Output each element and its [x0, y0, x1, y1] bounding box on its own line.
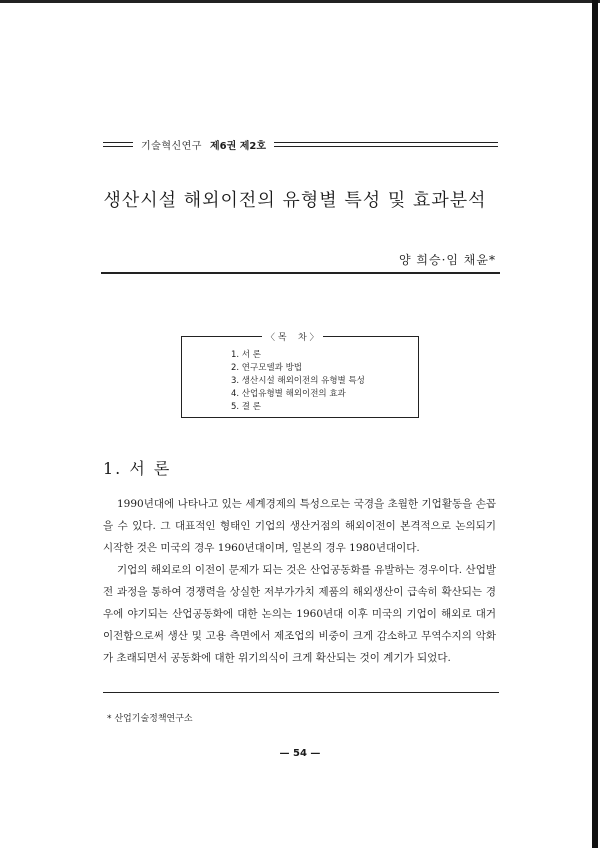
- toc-heading: 〈 목 차 〉: [262, 330, 323, 343]
- toc-item: 3. 생산시설 해외이전의 유형별 특성: [231, 376, 365, 386]
- header-rule-left: [103, 142, 133, 147]
- journal-volume: 제6권 제2호: [209, 140, 267, 152]
- toc-item: 2. 연구모델과 방법: [231, 363, 302, 373]
- body-paragraph: 1990년대에 나타나고 있는 세계경제의 특성으로는 국경을 초월한 기업활동을 손꼽을 수 있다. 그 대표적인 형태인 기업의 생산거점의 해외이전이 본격적으로 논의되기 시작한 것은 미국의 경우 1960년대이며, 일본의 경우 1980년대이다.: [103, 498, 496, 554]
- toc-item: 1. 서 론: [231, 350, 261, 360]
- section-body: [103, 493, 496, 669]
- paper-title: 생산시설 해외이전의 유형별 특성 및 효과분석: [103, 190, 487, 211]
- toc-list: [231, 349, 365, 414]
- paper-authors: 양 희승·임 채윤*: [399, 253, 496, 267]
- page-number: — 54 —: [279, 748, 321, 759]
- journal-name: 기술혁신연구: [141, 140, 202, 152]
- toc-item: 5. 결 론: [231, 402, 261, 412]
- footnote: * 산업기술정책연구소: [107, 714, 193, 724]
- table-of-contents: [181, 333, 419, 418]
- scan-edge-right: [592, 0, 598, 848]
- body-paragraph: 기업의 해외로의 이전이 문제가 되는 것은 산업공동화를 유발하는 경우이다. 산업발전 과정을 통하여 경쟁력을 상실한 저부가가치 제품의 해외생산이 급속히 확산되는 경우에 야기되는 산업공동화에 대한 논의는 1960년대 이후 미국의 기업이 해외로 대거 이전함으로써 생산 및 고용 측면에서 제조업의 비중이 크게 감소하고 무역수지의 악화가 초래되면서 공동화에 대한 위기의식이 크게 확산되는 것이 계기가 되었다.: [103, 564, 496, 664]
- header-rule-right: [274, 142, 498, 147]
- toc-item: 4. 산업유형별 해외이전의 효과: [231, 389, 346, 399]
- running-header: [103, 137, 498, 151]
- author-divider: [101, 272, 500, 274]
- section-heading: 1. 서 론: [103, 459, 172, 478]
- footnote-divider: [103, 692, 499, 693]
